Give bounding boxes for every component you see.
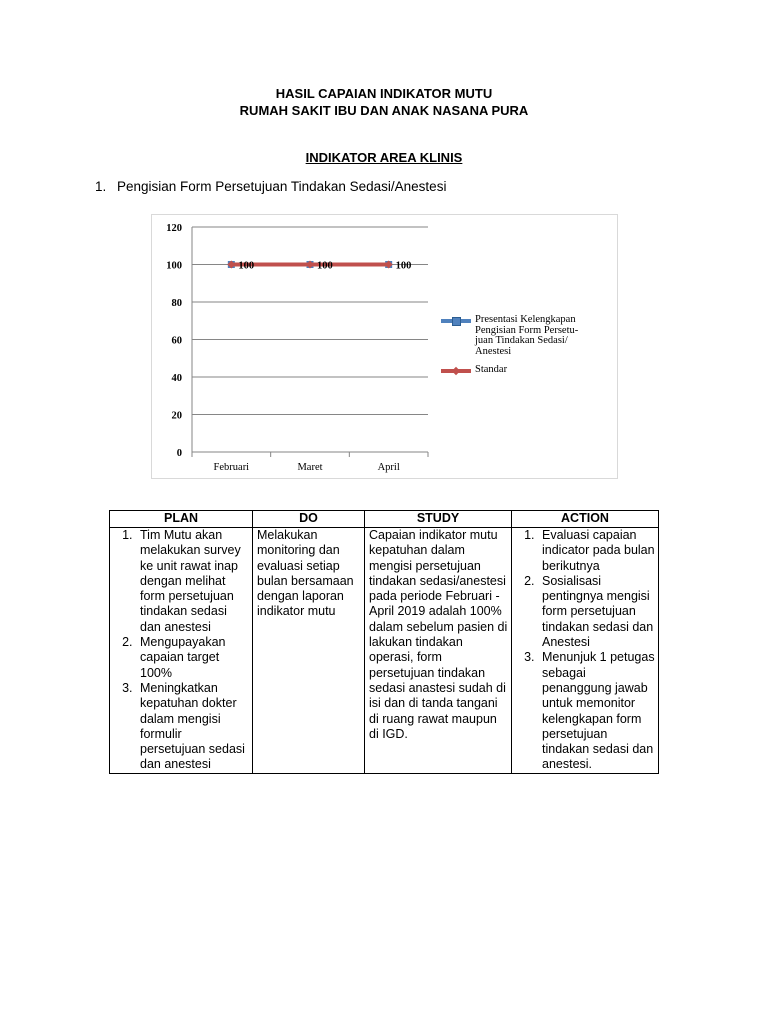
header-plan: PLAN	[110, 511, 253, 528]
pdca-table	[109, 510, 659, 774]
indicator-title: Pengisian Form Persetujuan Tindakan Sedasi/Anestesi	[117, 179, 447, 194]
action-item: 3. Menunjuk 1 petugas sebagai penanggung jawab untuk memonitor kelengkapan form persetujuan tindakan sedasi dan anestesi.	[538, 650, 655, 772]
x-tick-label: Februari	[213, 462, 250, 473]
header-study: STUDY	[365, 511, 512, 528]
legend-line: Pengisian Form Persetu-	[475, 324, 579, 336]
plan-cell	[110, 528, 253, 774]
legend-line: Standar	[475, 364, 508, 375]
plan-item: 3. Meningkatkan kepatuhan dokter dalam mengisi formulir persetujuan sedasi dan anestesi	[136, 681, 249, 773]
do-cell: Melakukan monitoring dan evaluasi setiap bulan bersamaan dengan laporan indikator mutu	[253, 528, 365, 774]
indicator-item	[95, 179, 446, 194]
y-tick-label: 80	[171, 298, 182, 309]
legend-key-series2	[441, 369, 471, 373]
x-tick-label: April	[377, 462, 400, 473]
y-tick-label: 40	[171, 373, 182, 384]
y-tick-label: 0	[176, 448, 182, 459]
plan-list	[114, 528, 249, 773]
x-tick-label: Maret	[297, 462, 323, 473]
data-label: 100	[238, 260, 255, 272]
legend-key-series1	[441, 319, 471, 323]
data-label: 100	[395, 260, 412, 272]
table-header-row	[110, 511, 659, 528]
chart-area	[151, 214, 618, 479]
y-tick-label: 60	[171, 335, 182, 347]
legend-entry-series2	[475, 365, 507, 376]
section-heading: INDIKATOR AREA KLINIS	[305, 150, 463, 165]
action-list	[516, 528, 655, 773]
header-action: ACTION	[512, 511, 659, 528]
document-title: HASIL CAPAIAN INDIKATOR MUTU	[275, 86, 493, 101]
table-row	[110, 528, 659, 774]
y-tick-label: 20	[171, 410, 182, 422]
y-tick-label: 120	[166, 223, 182, 234]
hospital-name: RUMAH SAKIT IBU DAN ANAK NASANA PURA	[239, 103, 529, 118]
action-cell	[512, 528, 659, 774]
legend-line: Presentasi Kelengkapan	[475, 314, 576, 325]
y-tick-label: 100	[166, 260, 182, 272]
action-item: 2. Sosialisasi pentingnya mengisi form persetujuan tindakan sedasi dan Anestesi	[538, 574, 655, 650]
legend-line: Anestesi	[475, 345, 512, 357]
legend-line: juan Tindakan Sedasi/	[475, 335, 568, 346]
action-item: 1. Evaluasi capaian indicator pada bulan berikutnya	[538, 528, 655, 574]
plan-item: 2. Mengupayakan capaian target 100%	[136, 635, 249, 681]
plan-item: 1. Tim Mutu akan melakukan survey ke unit rawat inap dengan melihat form persetujuan tindakan sedasi dan anestesi	[136, 528, 249, 635]
header-do: DO	[253, 511, 365, 528]
study-cell: Capaian indikator mutu kepatuhan dalam mengisi persetujuan tindakan sedasi/anestesi pada periode Februari - April 2019 adalah 100% dalam sebelum pasien di lakukan tindakan operasi, form persetujuan tindakan sedasi anastesi sudah di isi dan di tanda tangani di ruang rawat maupun di IGD.	[365, 528, 512, 774]
indicator-number: 1.	[95, 179, 107, 194]
legend-entry-series1	[475, 315, 615, 357]
data-label: 100	[317, 260, 333, 272]
